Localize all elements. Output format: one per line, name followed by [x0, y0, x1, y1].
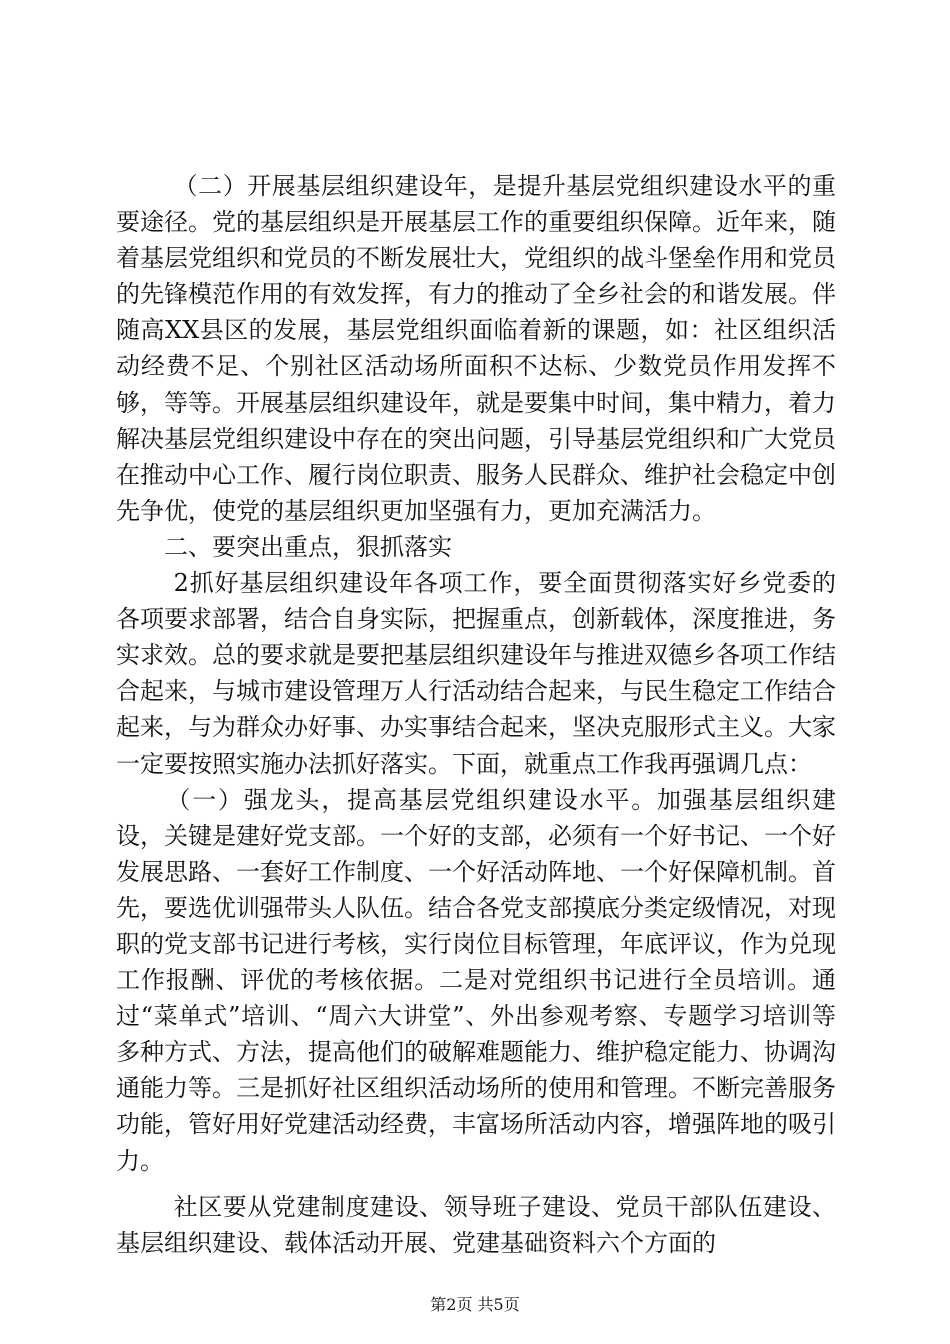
paragraph-community: 社区要从党建制度建设、领导班子建设、党员干部队伍建设、基层组织建设、载体活动开展、党建基础资料六个方面的	[116, 1192, 836, 1257]
paragraph-2-2: （二）开展基层组织建设年，是提升基层党组织建设水平的重要途径。党的基层组织是开展基层工作的重要组织保障。近年来，随着基层党组织和党员的不断发展壮大，党组织的战斗堡垒作用和党员的先锋模范作用的有效发挥，有力的推动了全乡社会的和谐发展。伴随高XX县区的发展，基层党组织面临着新的课题，如：社区组织活动经费不足、个别社区活动场所面积不达标、少数党员作用发挥不够，等等。开展基层组织建设年，就是要集中时间，集中精力，着力解决基层党组织建设中存在的突出问题，引导基层党组织和广大党员在推动中心工作、履行岗位职责、服务人民群众、维护社会稳定中创先争优，使党的基层组织更加坚强有力，更加充满活力。	[116, 172, 836, 525]
paragraph-key-work: 2抓好基层组织建设年各项工作，要全面贯彻落实好乡党委的各项要求部署，结合自身实际，把握重点，创新载体，深度推进，务实求效。总的要求就是要把基层组织建设年与推进双德乡各项工作结合起来，与城市建设管理万人行活动结合起来，与民生稳定工作结合起来，与为群众办好事、办实事结合起来，坚决克服形式主义。大家一定要按照实施办法抓好落实。下面，就重点工作我再强调几点：	[116, 569, 836, 778]
document-body	[116, 168, 836, 1261]
page-number-footer: 第2页 共5页	[430, 1295, 520, 1314]
paragraph-strong-leadership: （一）强龙头，提高基层党组织建设水平。加强基层组织建设，关键是建好党支部。一个好的支部，必须有一个好书记、一个好发展思路、一套好工作制度、一个好活动阵地、一个好保障机制。首先，要选优训强带头人队伍。结合各党支部摸底分类定级情况，对现职的党支部书记进行考核，实行岗位目标管理，年底评议，作为兑现工作报酬、评优的考核依据。二是对党组织书记进行全员培训。通过“菜单式”培训、“周六大讲堂”、外出参观考察、专题学习培训等多种方式、方法，提高他们的破解难题能力、维护稳定能力、协调沟通能力等。三是抓好社区组织活动场所的使用和管理。不断完善服务功能，管好用好党建活动经费，丰富场所活动内容，增强阵地的吸引力。	[116, 785, 836, 1175]
section-heading-2: 二、要突出重点，狠抓落实	[164, 532, 452, 561]
